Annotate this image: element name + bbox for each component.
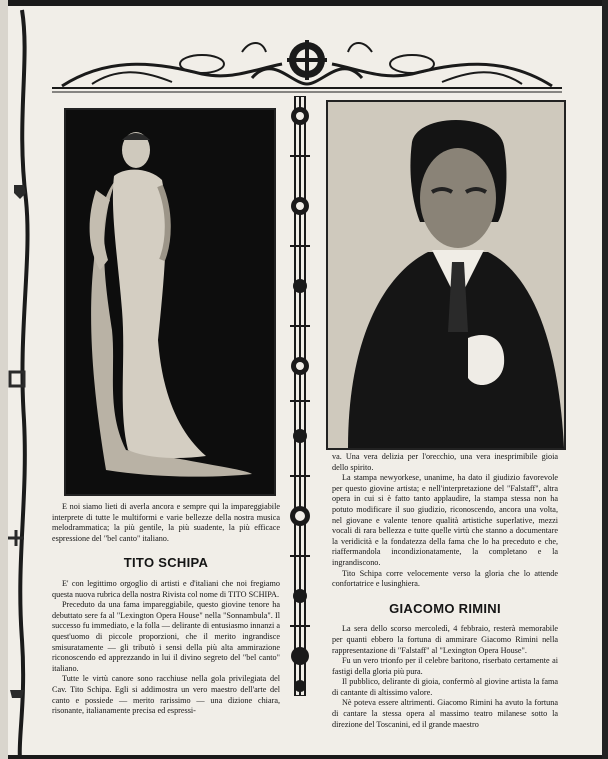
page-binding: [0, 0, 34, 759]
article-right-column: [332, 452, 558, 730]
right-border: [602, 0, 608, 759]
paragraph: Preceduto da una fama impareggiabile, questo giovine tenore ha debuttato sere fa al "Lexington Opera House" nella "Sonnambula". Il successo fu immediato, e la folla — delirante di entusiasmo innanzi a quest'uomo di piccole proporzioni, che il merito ingrandisce smisuratamente — gli tributò i sensi della più alta ammirazione riconoscendo ed apprezzando in lui il divino segreto del "bel canto" italiano.: [52, 600, 280, 673]
paragraph: E' con legittimo orgoglio di artisti e d'italiani che noi fregiamo questa nuova rubrica della nostra Rivista col nome di TITO SCHIPA.: [52, 578, 280, 599]
paragraph: Fu un vero trionfo per il celebre baritono, riserbato certamente ai fastigi della gloria più pura.: [332, 656, 558, 676]
header-ornament: [52, 34, 562, 96]
heading-giacomo-rimini: GIACOMO RIMINI: [389, 600, 501, 616]
top-border: [0, 0, 608, 6]
portrait-photo-man: [326, 100, 566, 450]
paragraph: Tito Schipa corre velocemente verso la gloria che lo attende confortatrice e lusinghiera.: [332, 568, 558, 589]
paragraph: La stampa newyorkese, unanime, ha dato il giudizio favorevole per questo giovine artista; e nell'interpretazione del "Falstaff", altra opera in cui si è fatto tanto applaudire, la stampa stessa non ha potuto modificare il suo giudizio, riconoscendo, ancora una volta, nel giovane e valente tenore qualità artistiche superlative, mezzi vocali di rara bellezza e tutte quelle virtù che stanno a documentare la veridicità e la fondatezza della fama che lo ha preceduto e che, riaffermandola incondizionatamente, la completano e la ingrandiscono.: [332, 473, 558, 567]
article-left-column: [52, 502, 280, 717]
intro-paragraph: E noi siamo lieti di averla ancora e sempre qui la impareggiabile interprete di tutte le multiformi e varie bellezze della nostra musica melodrammatica; la più gentile, la più suadente, la più efficace espressione del "bel canto" italiano.: [52, 502, 280, 543]
heading-tito-schipa: TITO SCHIPA: [123, 555, 209, 571]
portrait-photo-woman: [64, 108, 276, 496]
paragraph: La sera dello scorso mercoledì, 4 febbraio, resterà memorabile per quanti ebbero la fortuna di ammirare Giacomo Rimini nella rappresentazione di "Falstaff" al "Lexington Opera House".: [332, 624, 558, 655]
bottom-border: [0, 755, 608, 759]
paragraph: Il pubblico, delirante di gioia, confermò al giovine artista la fama di cantante di altissimo valore.: [332, 677, 558, 697]
paragraph: Tutte le virtù canore sono racchiuse nella gola privilegiata del Cav. Tito Schipa. Egli si addimostra un vero maestro dell'arte del canto e possiede — merito rarissimo — una dizione chiara, risonante, italianamente precisa ed espressi-: [52, 674, 280, 716]
continued-paragraph: va. Una vera delizia per l'orecchio, una vera inesprimibile gioia dello spirito.: [332, 452, 558, 472]
paragraph: Nè poteva essere altrimenti. Giacomo Rimini ha avuto la fortuna di cantare la stessa opera al massimo teatro milanese sotto la direzione del Toscanini, ed il grande maestro: [332, 698, 558, 729]
column-divider-ornament: [284, 96, 316, 696]
